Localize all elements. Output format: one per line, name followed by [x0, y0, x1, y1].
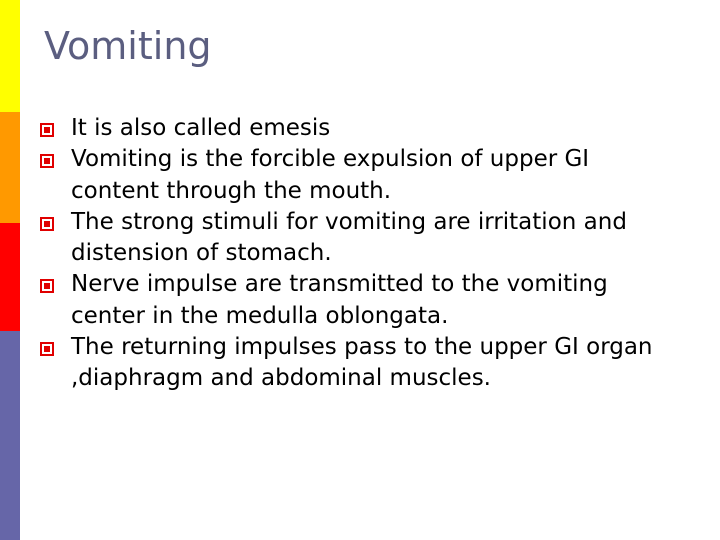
side-bar-yellow-band — [0, 0, 20, 112]
bullet-text: The returning impulses pass to the upper GI organ ,diaphragm and abdominal muscles. — [71, 334, 653, 392]
side-bar-orange-band — [0, 112, 20, 223]
bullet-text: Vomiting is the forcible expulsion of upper GI content through the mouth. — [71, 146, 590, 204]
bullet-text: The strong stimuli for vomiting are irritation and distension of stomach. — [71, 208, 627, 267]
square-bullet-icon — [40, 154, 54, 168]
bullet-text: It is also called emesis — [71, 115, 331, 141]
bullet-item — [40, 144, 680, 207]
slide-title: Vomiting — [44, 24, 212, 68]
side-bar-purple-band — [0, 331, 20, 540]
bullet-list — [40, 113, 680, 395]
square-bullet-icon — [40, 342, 54, 356]
square-bullet-icon — [40, 217, 54, 231]
bullet-item — [40, 332, 680, 395]
bullet-item — [40, 113, 680, 144]
bullet-item — [40, 269, 680, 332]
bullet-item — [40, 207, 680, 270]
square-bullet-icon — [40, 123, 54, 137]
square-bullet-icon — [40, 279, 54, 293]
side-color-bar — [0, 0, 20, 540]
bullet-text: Nerve impulse are transmitted to the vomiting center in the medulla oblongata. — [71, 271, 608, 329]
side-bar-red-band — [0, 223, 20, 331]
